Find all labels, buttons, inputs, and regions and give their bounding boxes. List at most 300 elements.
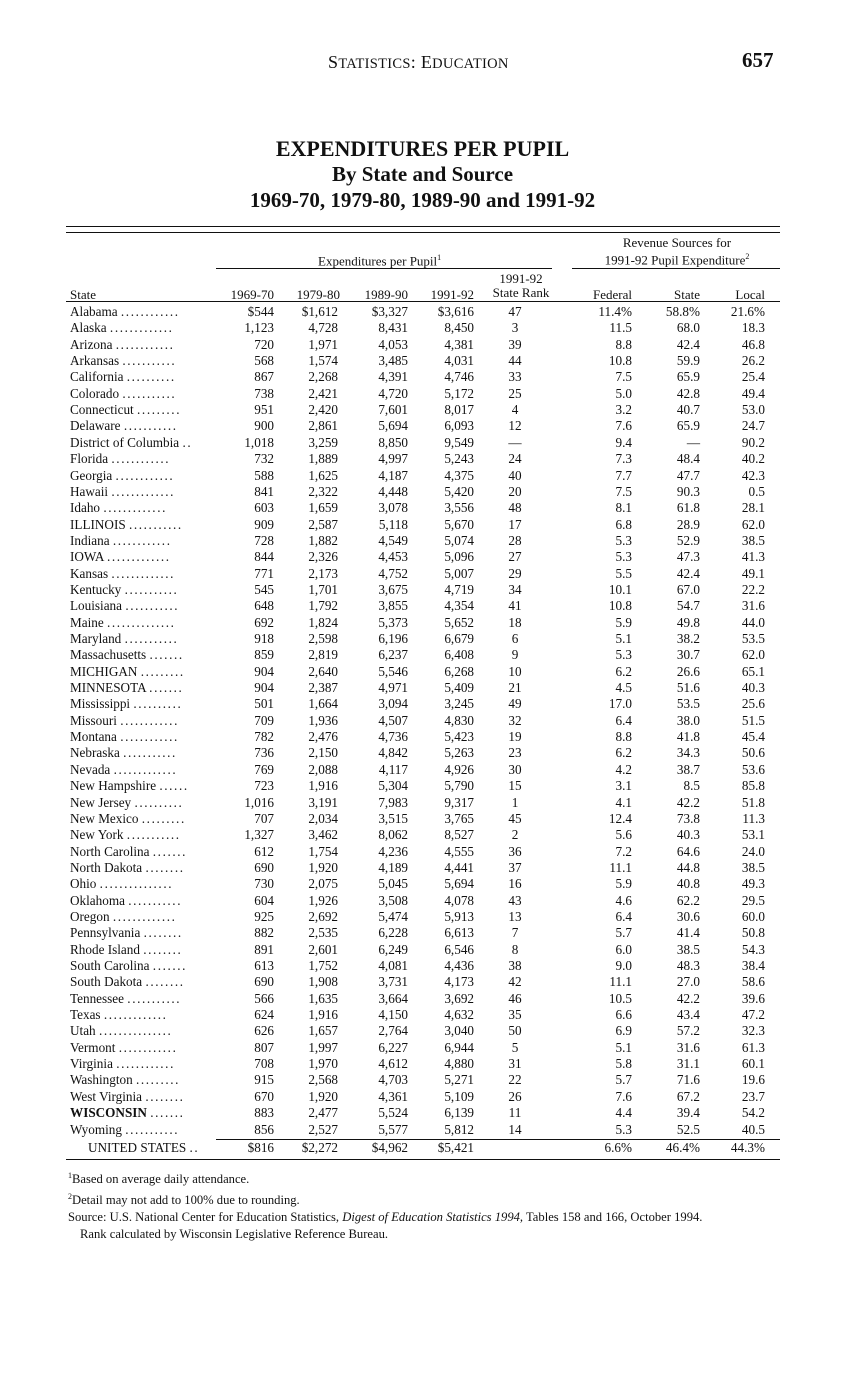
local-share: 40.5 (741, 1121, 765, 1137)
value-1969-70: 1,123 (244, 320, 274, 336)
state-share: 30.6 (676, 908, 700, 924)
value-1969-70: 915 (254, 1072, 274, 1088)
state-share: 67.0 (676, 581, 700, 597)
value-1969-70: 648 (254, 598, 274, 614)
state-name-cell (70, 925, 215, 941)
value-1969-70: 859 (254, 647, 274, 663)
value-1989-90: 3,855 (378, 598, 408, 614)
value-1989-90: 4,703 (378, 1072, 408, 1088)
value-1991-92: 6,613 (444, 925, 474, 941)
local-share: 60.1 (741, 1056, 765, 1072)
table-row (0, 484, 859, 500)
table-row (0, 893, 859, 909)
state-rank: 28 (508, 532, 522, 548)
value-1969-70: 728 (254, 532, 274, 548)
table-row (0, 909, 859, 925)
table-row (0, 664, 859, 680)
leader-dots: ....... (152, 843, 188, 859)
state-share: 48.3 (676, 958, 700, 973)
value-1991-92: 5,423 (444, 729, 474, 745)
value-1969-70: 709 (254, 712, 274, 728)
state-name: New Mexico (70, 810, 139, 826)
header-1969-70: 1969-70 (230, 287, 274, 302)
value-1969-70: 900 (254, 418, 274, 434)
state-share: — (686, 434, 700, 450)
state-rank: 38 (508, 958, 522, 973)
value-1979-80: 1,920 (308, 1088, 338, 1104)
state-name: North Dakota (70, 859, 143, 875)
state-name-cell (70, 795, 215, 811)
state-share: 59.9 (676, 353, 700, 369)
value-1989-90: 5,373 (378, 614, 408, 630)
value-1991-92: 3,692 (444, 990, 474, 1006)
state-rank: 39 (508, 336, 522, 352)
local-share: 25.6 (741, 696, 765, 712)
local-share: 53.6 (741, 761, 765, 777)
value-1991-92: 4,441 (444, 859, 474, 875)
state-share: 42.4 (676, 336, 700, 352)
state-name: Alabama (70, 304, 118, 319)
title-line-1: EXPENDITURES PER PUPIL (275, 136, 570, 161)
value-1989-90: 3,515 (378, 810, 408, 826)
value-1979-80: 2,088 (308, 761, 338, 777)
table-row (0, 304, 859, 320)
state-share: 41.8 (676, 729, 700, 745)
federal-share: 6.4 (615, 908, 632, 924)
table-row (0, 500, 859, 516)
leader-dots: ....... (149, 647, 184, 663)
state-name: Oregon (70, 908, 110, 924)
value-1969-70: 841 (254, 483, 274, 499)
state-name: Utah (70, 1023, 96, 1039)
value-1991-92: 8,450 (444, 320, 474, 336)
header-expenditures-text: Expenditures per Pupil (318, 253, 438, 269)
local-share: 39.6 (741, 990, 765, 1006)
state-name: Massachusetts (70, 647, 147, 663)
table-row (0, 811, 859, 827)
federal-share: 5.8 (615, 1056, 632, 1072)
leader-dots: ............. (111, 565, 176, 581)
running-header (0, 48, 859, 78)
table-row (0, 451, 859, 467)
state-rank: 13 (508, 908, 522, 924)
value-1979-80: 2,268 (308, 369, 338, 385)
value-1979-80: 2,819 (308, 647, 338, 663)
value-1979-80: 2,527 (308, 1121, 338, 1137)
leader-dots: ........... (123, 418, 178, 434)
leader-dots: .......... (133, 696, 183, 712)
state-name: Missouri (70, 712, 117, 728)
value-1991-92: 8,527 (444, 827, 474, 843)
state-rank: 49 (508, 696, 522, 712)
value-1969-70: 883 (254, 1105, 274, 1121)
federal-share: 7.3 (615, 451, 632, 467)
state-share: 38.7 (676, 761, 700, 777)
value-1989-90: 5,045 (378, 876, 408, 892)
total-leader-dots: .. (189, 1140, 200, 1155)
state-name-cell (70, 647, 215, 663)
leader-dots: .......... (134, 794, 184, 810)
state-rank: 10 (508, 663, 522, 679)
federal-share: 5.3 (615, 532, 632, 548)
state-name: Washington (70, 1072, 133, 1088)
value-1989-90: 4,117 (378, 761, 408, 777)
value-1991-92: 5,271 (444, 1072, 474, 1088)
value-1991-92: 6,139 (444, 1105, 474, 1121)
state-share: 73.8 (676, 810, 700, 826)
value-1989-90: 4,081 (378, 958, 408, 973)
table-row (0, 680, 859, 696)
state-share: 48.4 (676, 451, 700, 467)
leader-dots: ........... (124, 631, 179, 646)
state-name: Vermont (70, 1039, 116, 1055)
leader-dots: ......... (137, 402, 182, 418)
state-name-cell (70, 664, 215, 680)
state-name: West Virginia (70, 1088, 143, 1104)
state-name: New York (70, 827, 124, 843)
value-1969-70: 1,016 (244, 794, 274, 810)
value-1969-70: 501 (254, 696, 274, 712)
header-state: State (70, 287, 96, 302)
state-share: 41.4 (676, 925, 700, 941)
local-share: 41.3 (741, 549, 765, 565)
state-name-cell (70, 435, 215, 451)
table-row (0, 631, 859, 647)
value-1969-70: 736 (254, 745, 274, 761)
state-name: Nebraska (70, 745, 120, 761)
state-share: 39.4 (676, 1105, 700, 1121)
local-share: 24.7 (741, 418, 765, 434)
value-1991-92: 5,652 (444, 614, 474, 630)
value-1989-90: 2,764 (378, 1023, 408, 1039)
state-name-cell (70, 893, 215, 909)
federal-share: 5.3 (615, 549, 632, 565)
value-1979-80: 2,421 (308, 385, 338, 401)
state-share: 57.2 (676, 1023, 700, 1039)
state-rank: 18 (508, 614, 522, 630)
local-share: 40.3 (741, 680, 765, 696)
leader-dots: ........... (124, 581, 179, 597)
federal-share: 5.5 (615, 565, 632, 581)
state-rank: 24 (508, 451, 522, 467)
value-1989-90: 6,249 (378, 941, 408, 957)
state-rank: 40 (508, 467, 522, 483)
header-revenue-group-line1: Revenue Sources for (622, 235, 732, 250)
value-1989-90: 4,971 (378, 680, 408, 696)
table-row (0, 615, 859, 631)
state-share: 51.6 (676, 680, 700, 696)
federal-share: 5.3 (615, 647, 632, 663)
table-row (0, 582, 859, 598)
local-share: 40.2 (741, 451, 765, 467)
state-name: Colorado (70, 385, 120, 401)
leader-dots: ........... (122, 353, 177, 369)
local-share: 51.5 (741, 712, 765, 728)
state-name-cell (70, 1056, 215, 1072)
local-share: 50.8 (741, 925, 765, 941)
value-1989-90: 5,524 (378, 1105, 408, 1121)
local-share: 44.0 (741, 614, 765, 630)
table-row (0, 337, 859, 353)
value-1979-80: 3,191 (308, 794, 338, 810)
value-1989-90: 4,736 (378, 729, 408, 745)
local-share: 32.3 (741, 1023, 765, 1039)
value-1969-70: 732 (254, 451, 274, 467)
table-row (0, 1023, 859, 1039)
value-1979-80: 2,640 (308, 663, 338, 679)
table-row (0, 778, 859, 794)
state-name: Pennsylvania (70, 925, 141, 941)
federal-share: 4.1 (615, 794, 632, 810)
state-share: 43.4 (676, 1007, 700, 1023)
value-1991-92: 6,679 (444, 631, 474, 646)
leader-dots: ............ (120, 712, 179, 728)
total-1989-90: $4,962 (371, 1140, 408, 1155)
state-name: Ohio (70, 876, 97, 892)
value-1969-70: 904 (254, 663, 274, 679)
header-local: Local (735, 287, 765, 302)
value-1979-80: $1,612 (301, 304, 338, 319)
value-1991-92: 5,096 (444, 549, 474, 565)
value-1989-90: 4,507 (378, 712, 408, 728)
state-name: IOWA (70, 549, 104, 565)
state-name: Rhode Island (70, 941, 140, 957)
state-name-cell (70, 386, 215, 402)
value-1979-80: 2,150 (308, 745, 338, 761)
local-share: 18.3 (741, 320, 765, 336)
state-name: MICHIGAN (70, 663, 138, 679)
value-1979-80: 1,882 (308, 532, 338, 548)
state-name-cell (70, 811, 215, 827)
state-share: 34.3 (676, 745, 700, 761)
value-1979-80: 1,664 (308, 696, 338, 712)
header-1979-80: 1979-80 (296, 287, 340, 302)
value-1991-92: 4,375 (444, 467, 474, 483)
leader-dots: ........ (145, 1088, 185, 1104)
state-name-cell (70, 909, 215, 925)
source-title: Digest of Education Statistics 1994, (342, 1210, 524, 1224)
value-1979-80: 2,387 (308, 680, 338, 696)
title-line-3: 1969-70, 1979-80, 1989-90 and 1991-92 (249, 188, 596, 212)
value-1991-92: 4,555 (444, 843, 474, 859)
united-states-total-row (0, 1140, 859, 1158)
state-name-cell (70, 1072, 215, 1088)
local-share: 62.0 (741, 516, 765, 532)
leader-dots: ............. (112, 908, 177, 924)
source-note-line-2: Rank calculated by Wisconsin Legislative Reference Bureau. (80, 1227, 389, 1241)
value-1969-70: 904 (254, 680, 274, 696)
state-share: 27.0 (676, 974, 700, 990)
value-1979-80: 1,824 (308, 614, 338, 630)
state-rank: 12 (508, 418, 522, 434)
source-prefix: Source: U.S. National Center for Education Statistics, (68, 1210, 343, 1224)
state-share: 38.2 (676, 631, 700, 646)
state-share: 52.5 (676, 1121, 700, 1137)
value-1969-70: 891 (254, 941, 274, 957)
value-1979-80: 1,997 (308, 1039, 338, 1055)
state-name-cell (70, 680, 215, 696)
value-1979-80: 1,889 (308, 451, 338, 467)
value-1979-80: 1,970 (308, 1056, 338, 1072)
state-share: 31.6 (676, 1039, 700, 1055)
header-1991-92: 1991-92 (430, 287, 474, 302)
state-rank: 33 (508, 369, 522, 385)
value-1979-80: 2,568 (308, 1072, 338, 1088)
value-1989-90: 5,474 (378, 908, 408, 924)
leader-dots: ........... (125, 598, 180, 614)
local-share: 38.5 (741, 859, 765, 875)
value-1969-70: $544 (247, 304, 274, 319)
leader-dots: ............ (115, 336, 175, 352)
state-share: 62.2 (676, 892, 700, 908)
value-1969-70: 807 (254, 1039, 274, 1055)
local-share: 28.1 (741, 500, 765, 516)
state-name: New Hampshire (70, 778, 157, 794)
value-1989-90: 3,078 (378, 500, 408, 516)
state-name: Delaware (70, 418, 121, 434)
value-1989-90: 4,720 (378, 385, 408, 401)
federal-share: 6.9 (615, 1023, 632, 1039)
state-rank: 3 (511, 320, 519, 336)
value-1969-70: 918 (254, 631, 274, 646)
table-row (0, 974, 859, 990)
value-1969-70: 1,327 (244, 827, 274, 843)
value-1991-92: 6,944 (444, 1039, 474, 1055)
state-rank: 36 (508, 843, 522, 859)
table-row (0, 729, 859, 745)
state-share: 68.0 (676, 320, 700, 336)
state-name-cell (70, 696, 215, 712)
value-1991-92: 4,354 (444, 598, 474, 614)
state-name-cell (70, 549, 215, 565)
value-1979-80: 4,728 (308, 320, 338, 336)
federal-share: 5.6 (615, 827, 632, 843)
leader-dots: ............ (118, 1039, 178, 1055)
leader-dots: ...... (159, 778, 189, 794)
state-name-cell (70, 1040, 215, 1056)
federal-share: 6.2 (615, 745, 632, 761)
state-share: 61.8 (676, 500, 700, 516)
value-1969-70: 690 (254, 974, 274, 990)
state-name: Nevada (70, 761, 111, 777)
state-share: 31.1 (676, 1056, 700, 1072)
federal-share: 5.1 (615, 1039, 632, 1055)
local-share: 53.0 (741, 402, 765, 418)
value-1969-70: 882 (254, 925, 274, 941)
leader-dots: ......... (135, 1072, 181, 1088)
value-1991-92: 5,172 (444, 385, 474, 401)
value-1989-90: 4,549 (378, 532, 408, 548)
value-1969-70: 604 (254, 892, 274, 908)
leader-dots: ........ (145, 974, 185, 990)
local-share: 58.6 (741, 974, 765, 990)
value-1989-90: 8,431 (378, 320, 408, 336)
state-share: 42.2 (676, 794, 700, 810)
leader-dots: ........... (125, 1121, 180, 1137)
federal-share: 8.1 (615, 500, 632, 516)
state-rank: 6 (511, 631, 519, 646)
federal-share: 7.7 (615, 467, 632, 483)
federal-share: 3.2 (615, 402, 632, 418)
value-1991-92: 4,880 (444, 1056, 474, 1072)
state-name-cell (70, 958, 215, 974)
state-share: 65.9 (676, 369, 700, 385)
total-state-name: UNITED STATES (88, 1140, 187, 1155)
table-row (0, 1040, 859, 1056)
top-rule (66, 226, 780, 227)
value-1979-80: 3,259 (308, 434, 338, 450)
table-row (0, 320, 859, 336)
leader-dots: ............. (109, 320, 174, 336)
value-1979-80: 1,754 (308, 843, 338, 859)
table-row (0, 386, 859, 402)
state-rank: 43 (508, 892, 522, 908)
value-1979-80: 1,635 (308, 990, 338, 1006)
value-1991-92: 3,040 (444, 1023, 474, 1039)
state-name-cell (70, 762, 215, 778)
leader-dots: ........ (143, 941, 183, 957)
value-1969-70: 670 (254, 1088, 274, 1104)
state-share: 38.0 (676, 712, 700, 728)
leader-dots: ............ (116, 1056, 175, 1072)
state-share: 38.5 (676, 941, 700, 957)
total-1969-70: $816 (247, 1140, 274, 1155)
state-name: South Dakota (70, 974, 143, 990)
federal-share: 7.6 (615, 418, 632, 434)
value-1979-80: 1,916 (308, 1007, 338, 1023)
table-row (0, 1122, 859, 1138)
top-rule-2 (66, 232, 780, 233)
state-name-cell (70, 402, 215, 418)
state-name-cell (70, 860, 215, 876)
value-1991-92: 5,790 (444, 778, 474, 794)
state-rank: 48 (508, 500, 522, 516)
running-head-smallcaps-2: DUCATION (432, 56, 509, 72)
leader-dots: ......... (140, 663, 185, 679)
federal-share: 10.1 (608, 581, 632, 597)
state-name-cell (70, 1105, 215, 1121)
leader-dots: ............. (103, 1007, 168, 1023)
state-name-cell (70, 942, 215, 958)
state-rank: 44 (508, 353, 522, 369)
table-row (0, 1105, 859, 1121)
value-1989-90: 4,448 (378, 483, 408, 499)
value-1991-92: 4,381 (444, 336, 474, 352)
footnote-ref-1: 1 (437, 253, 442, 262)
value-1991-92: 5,420 (444, 483, 474, 499)
state-rank: 26 (508, 1088, 522, 1104)
value-1969-70: 603 (254, 500, 274, 516)
state-rank: 32 (508, 712, 522, 728)
state-name-cell (70, 1089, 215, 1105)
state-name-cell (70, 337, 215, 353)
leader-dots: ............. (111, 483, 176, 499)
local-share: 25.4 (741, 369, 765, 385)
total-local: 44.3% (730, 1140, 765, 1155)
table-row (0, 827, 859, 843)
value-1979-80: 2,535 (308, 925, 338, 941)
state-rank: 46 (508, 990, 522, 1006)
state-name: MINNESOTA (70, 680, 146, 696)
state-share: 8.5 (683, 778, 700, 794)
total-state-revenue: 46.4% (665, 1140, 700, 1155)
value-1991-92: 5,074 (444, 532, 474, 548)
value-1969-70: 692 (254, 614, 274, 630)
value-1969-70: 771 (254, 565, 274, 581)
local-share: 65.1 (741, 663, 765, 679)
state-name-cell (70, 500, 215, 516)
state-share: 53.5 (676, 696, 700, 712)
